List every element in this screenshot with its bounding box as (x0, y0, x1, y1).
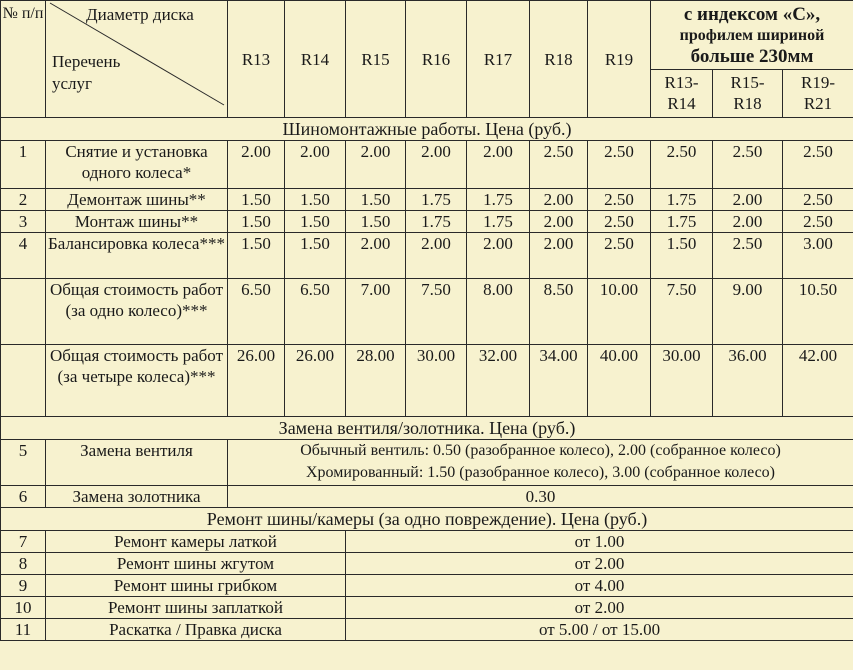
row-value: от 5.00 / от 15.00 (346, 619, 853, 641)
row-num: 11 (1, 619, 46, 641)
price-cell: 2.00 (530, 211, 588, 233)
price-cell: 1.75 (467, 211, 530, 233)
price-cell: 1.75 (651, 211, 713, 233)
price-cell: 2.00 (713, 211, 783, 233)
section-valve: Замена вентиля/золотника. Цена (руб.) (1, 417, 853, 440)
row-num: 4 (1, 233, 46, 279)
row-num: 7 (1, 531, 46, 553)
c-index-header (651, 1, 853, 70)
valve-line-1: Обычный вентиль: 0.50 (разобранное колесо), 2.00 (собранное колесо) (300, 442, 781, 459)
price-cell: 2.00 (467, 233, 530, 279)
price-cell: 2.50 (588, 233, 651, 279)
price-cell: 32.00 (467, 345, 530, 417)
row-name: Демонтаж шины** (46, 189, 228, 211)
price-cell: 2.00 (346, 233, 406, 279)
row-num: 9 (1, 575, 46, 597)
price-cell: 36.00 (713, 345, 783, 417)
row-num (1, 279, 46, 345)
c-index-title-1: с индексом «С», (683, 3, 821, 25)
row-num (1, 345, 46, 417)
table-row (1, 189, 853, 211)
col-r18: R18 (530, 1, 588, 118)
row-name: Снятие и установка одного колеса* (46, 141, 228, 189)
table-row (1, 279, 853, 345)
price-cell: 26.00 (285, 345, 346, 417)
price-cell: 30.00 (406, 345, 467, 417)
table-row (1, 575, 853, 597)
price-cell: 1.75 (651, 189, 713, 211)
price-cell: 2.00 (228, 141, 285, 189)
c-sub-r19-r21: R19-R21 (783, 69, 853, 117)
price-cell: 28.00 (346, 345, 406, 417)
price-cell: 2.50 (713, 233, 783, 279)
col-r16: R16 (406, 1, 467, 118)
table-row (1, 553, 853, 575)
c-index-title-2: профилем шириной (679, 26, 825, 44)
price-cell: 1.50 (228, 189, 285, 211)
price-cell: 2.50 (588, 189, 651, 211)
row-name: Замена золотника (46, 486, 228, 508)
c-sub-r15-r18: R15-R18 (713, 69, 783, 117)
price-cell: 10.00 (588, 279, 651, 345)
table-row (1, 531, 853, 553)
price-cell: 2.50 (588, 141, 651, 189)
price-cell: 26.00 (228, 345, 285, 417)
table-row (1, 233, 853, 279)
row-name: Ремонт шины заплаткой (46, 597, 346, 619)
price-cell: 2.50 (588, 211, 651, 233)
row-value: от 4.00 (346, 575, 853, 597)
price-cell: 10.50 (783, 279, 853, 345)
price-cell: 2.00 (530, 233, 588, 279)
row-num: 1 (1, 141, 46, 189)
price-cell: 42.00 (783, 345, 853, 417)
row-name: Балансировка колеса*** (46, 233, 228, 279)
col-r17: R17 (467, 1, 530, 118)
price-cell: 3.00 (783, 233, 853, 279)
price-cell: 6.50 (228, 279, 285, 345)
row-value: 0.30 (228, 486, 853, 508)
c-sub-r13-r14: R13-R14 (651, 69, 713, 117)
row-num: 2 (1, 189, 46, 211)
row-value: от 1.00 (346, 531, 853, 553)
row-name: Раскатка / Правка диска (46, 619, 346, 641)
row-name: Ремонт шины жгутом (46, 553, 346, 575)
price-cell: 1.50 (228, 211, 285, 233)
price-cell: 2.00 (346, 141, 406, 189)
row-num: 5 (1, 440, 46, 486)
col-r14: R14 (285, 1, 346, 118)
price-cell: 1.50 (285, 189, 346, 211)
price-cell: 2.00 (406, 233, 467, 279)
price-cell: 1.50 (346, 189, 406, 211)
price-cell: 2.50 (651, 141, 713, 189)
price-cell: 2.00 (285, 141, 346, 189)
tire-rows (1, 141, 853, 417)
price-cell: 2.50 (783, 189, 853, 211)
row-name: Общая стоимость работ (за одно колесо)*** (46, 279, 228, 345)
col-r13: R13 (228, 1, 285, 118)
price-cell: 1.50 (651, 233, 713, 279)
price-cell: 1.75 (406, 211, 467, 233)
table-row (1, 597, 853, 619)
table-row (1, 345, 853, 417)
row-num: 10 (1, 597, 46, 619)
price-cell: 2.00 (530, 189, 588, 211)
table-row (1, 619, 853, 641)
row-name: Замена вентиля (46, 440, 228, 486)
price-cell: 34.00 (530, 345, 588, 417)
price-cell: 1.50 (285, 211, 346, 233)
price-cell: 9.00 (713, 279, 783, 345)
table-row (1, 141, 853, 189)
price-cell: 6.50 (285, 279, 346, 345)
num-header-label: № п/п (2, 5, 44, 22)
row-num: 8 (1, 553, 46, 575)
price-cell: 7.50 (651, 279, 713, 345)
row-name: Монтаж шины** (46, 211, 228, 233)
price-cell: 40.00 (588, 345, 651, 417)
repair-rows (1, 531, 853, 641)
price-cell: 2.50 (783, 141, 853, 189)
valve-line-2: Хромированный: 1.50 (разобранное колесо), 3.00 (собранное колесо) (306, 464, 776, 481)
row-name: Ремонт шины грибком (46, 575, 346, 597)
valve-prices (228, 440, 853, 486)
row-num: 3 (1, 211, 46, 233)
price-cell: 2.00 (713, 189, 783, 211)
row-name: Ремонт камеры латкой (46, 531, 346, 553)
price-cell: 8.00 (467, 279, 530, 345)
price-cell: 7.50 (406, 279, 467, 345)
section-tire-fitting: Шиномонтажные работы. Цена (руб.) (1, 118, 853, 141)
price-cell: 1.50 (346, 211, 406, 233)
services-label: Перечень услуг (52, 52, 121, 93)
price-cell: 7.00 (346, 279, 406, 345)
price-cell: 1.50 (285, 233, 346, 279)
price-cell: 2.00 (406, 141, 467, 189)
diagonal-header-cell (46, 1, 228, 118)
diameter-label: Диаметр диска (86, 5, 194, 24)
price-cell: 8.50 (530, 279, 588, 345)
section-repair: Ремонт шины/камеры (за одно повреждение). Цена (руб.) (1, 508, 853, 531)
price-cell: 1.50 (228, 233, 285, 279)
price-cell: 2.50 (530, 141, 588, 189)
row-value: от 2.00 (346, 553, 853, 575)
table-row (1, 211, 853, 233)
price-cell: 1.75 (406, 189, 467, 211)
price-cell: 2.50 (783, 211, 853, 233)
price-cell: 30.00 (651, 345, 713, 417)
row-value: от 2.00 (346, 597, 853, 619)
col-r15: R15 (346, 1, 406, 118)
row-name: Общая стоимость работ (за четыре колеса)*** (46, 345, 228, 417)
price-cell: 1.75 (467, 189, 530, 211)
col-r19: R19 (588, 1, 651, 118)
row-num: 6 (1, 486, 46, 508)
c-index-title-3: больше 230мм (690, 45, 814, 67)
num-header (1, 1, 46, 118)
price-cell: 2.50 (713, 141, 783, 189)
price-cell: 2.00 (467, 141, 530, 189)
